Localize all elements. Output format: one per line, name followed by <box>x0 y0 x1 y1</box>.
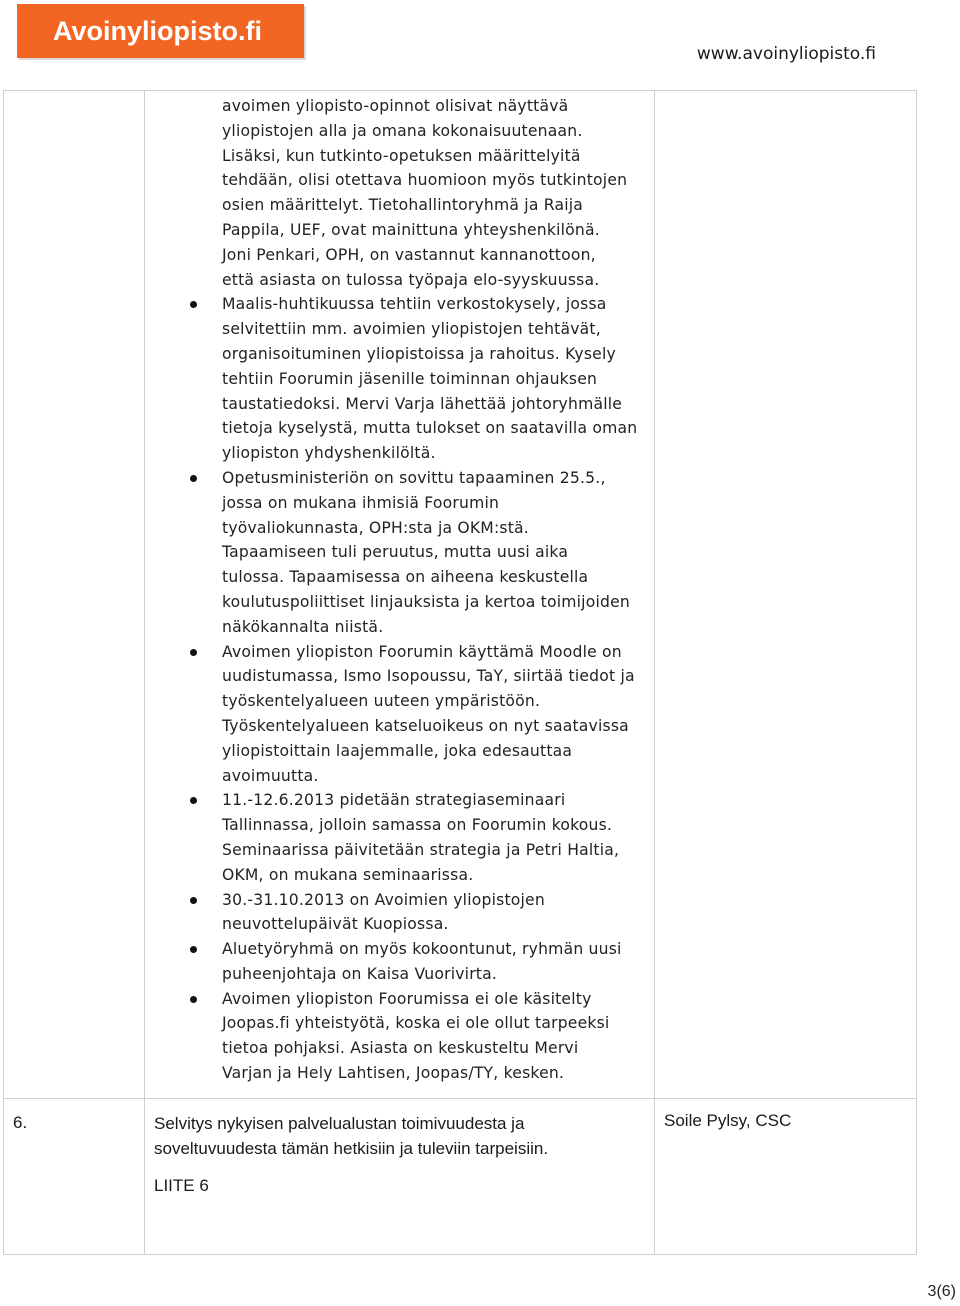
text-line: Joni Penkari, OPH, on vastannut kannanottoon, <box>222 245 596 264</box>
text-line: avoimen yliopisto-opinnot olisivat näyttävä <box>222 97 569 115</box>
bullet-item-line: Opetusministeriön on sovittu tapaaminen 25.5., <box>222 466 653 491</box>
text-line: selvitettiin mm. avoimien yliopistojen tehtävät, <box>222 320 601 339</box>
text-line: tehdään, olisi otettava huomioon myös tutkintojen <box>222 171 628 190</box>
bullet-item-line: Avoimen yliopiston Foorumin käyttämä Moodle on <box>222 640 653 665</box>
bullet-item-line: Maalis-huhtikuussa tehtiin verkostokysely, jossa <box>222 292 653 317</box>
text-line: Työskentelyalueen katseluoikeus on nyt saatavissa <box>222 716 629 735</box>
attachment-label: LIITE 6 <box>154 1175 209 1195</box>
text-line: Tallinnassa, jolloin samassa on Foorumin kokous. <box>222 816 613 835</box>
text-line: työvaliokunnasta, OPH:sta ja OKM:stä. <box>222 518 529 537</box>
text-line: työskentelyalueen uuteen ympäristöön. <box>222 692 541 711</box>
text-line: neuvottelupäivät Kuopiossa. <box>222 915 449 934</box>
text-line: organisoituminen yliopistoissa ja rahoitus. Kysely <box>222 344 616 363</box>
text-line: yliopistoittain laajemmalle, joka edesauttaa <box>222 741 573 760</box>
text-line: tehtiin Foorumin jäsenille toiminnan ohjauksen <box>222 369 598 388</box>
text-line: Lisäksi, kun tutkinto-opetuksen määrittelyitä <box>222 146 581 165</box>
text-line: tietoja kyselystä, mutta tulokset on saatavilla oman <box>222 419 638 438</box>
text-line: yliopiston yhdyshenkilöltä. <box>222 444 436 463</box>
text-line: avoimuutta. <box>222 766 319 785</box>
table-row <box>4 91 917 1099</box>
text-line: OKM, on mukana seminaarissa. <box>222 865 474 884</box>
text-line: taustatiedoksi. Mervi Varja lähettää johtoryhmälle <box>222 394 623 413</box>
text-line: yliopistojen alla ja omana kokonaisuutenaan. <box>222 121 583 140</box>
table-row <box>4 1098 917 1254</box>
item-topic <box>145 1098 655 1254</box>
text-line: koulutuspoliittiset linjauksista ja kertoa toimijoiden <box>222 592 630 611</box>
bullet-item-line: 11.-12.6.2013 pidetään strategiaseminaari <box>222 788 653 813</box>
topic-line: soveltuvuudesta tämän hetkisiin ja tuleviin tarpeisiin. <box>154 1138 549 1158</box>
responsible-cell <box>655 91 917 1099</box>
responsible-person: Soile Pylsy, CSC <box>655 1098 917 1254</box>
text-line: uudistumassa, Ismo Isopoussu, TaY, siirtää tiedot ja <box>222 667 635 686</box>
item-content-cell <box>145 91 655 1099</box>
text-line: Varjan ja Hely Lahtisen, Joopas/TY, kesken. <box>222 1064 565 1083</box>
text-line: näkökannalta niistä. <box>222 617 384 636</box>
text-line: tietoa pohjaksi. Asiasta on keskusteltu Mervi <box>222 1039 579 1058</box>
topic-line: Selvitys nykyisen palvelualustan toimivuudesta ja <box>154 1113 525 1133</box>
text-line: Joopas.fi yhteistyötä, koska ei ole ollut tarpeeksi <box>222 1014 610 1033</box>
minutes-table <box>3 90 917 1255</box>
bullet-item-line: Avoimen yliopiston Foorumissa ei ole käsitelty <box>222 987 653 1012</box>
item-number: 6. <box>4 1098 145 1254</box>
text-line: tulossa. Tapaamisessa on aiheena keskustella <box>222 568 589 587</box>
text-line: osien määrittelyt. Tietohallintoryhmä ja Raija <box>222 196 584 215</box>
bullet-item-line: 30.-31.10.2013 on Avoimien yliopistojen <box>222 888 653 913</box>
site-logo: Avoinyliopisto.fi <box>17 4 304 58</box>
text-line: Tapaamiseen tuli peruutus, mutta uusi aika <box>222 543 569 562</box>
site-url: www.avoinyliopisto.fi <box>696 44 876 64</box>
bullet-item-line: Aluetyöryhmä on myös kokoontunut, ryhmän uusi <box>222 937 653 962</box>
text-line: Seminaarissa päivitetään strategia ja Petri Haltia, <box>222 840 620 859</box>
discussion-list <box>5 91 653 1098</box>
text-line: että asiasta on tulossa työpaja elo-syyskuussa. <box>222 270 600 289</box>
text-line: jossa on mukana ihmisiä Foorumin <box>222 493 500 512</box>
page-number: 3(6) <box>927 1283 956 1300</box>
text-line: Pappila, UEF, ovat mainittuna yhteyshenkilönä. <box>222 220 600 239</box>
text-line: puheenjohtaja on Kaisa Vuorivirta. <box>222 964 498 983</box>
